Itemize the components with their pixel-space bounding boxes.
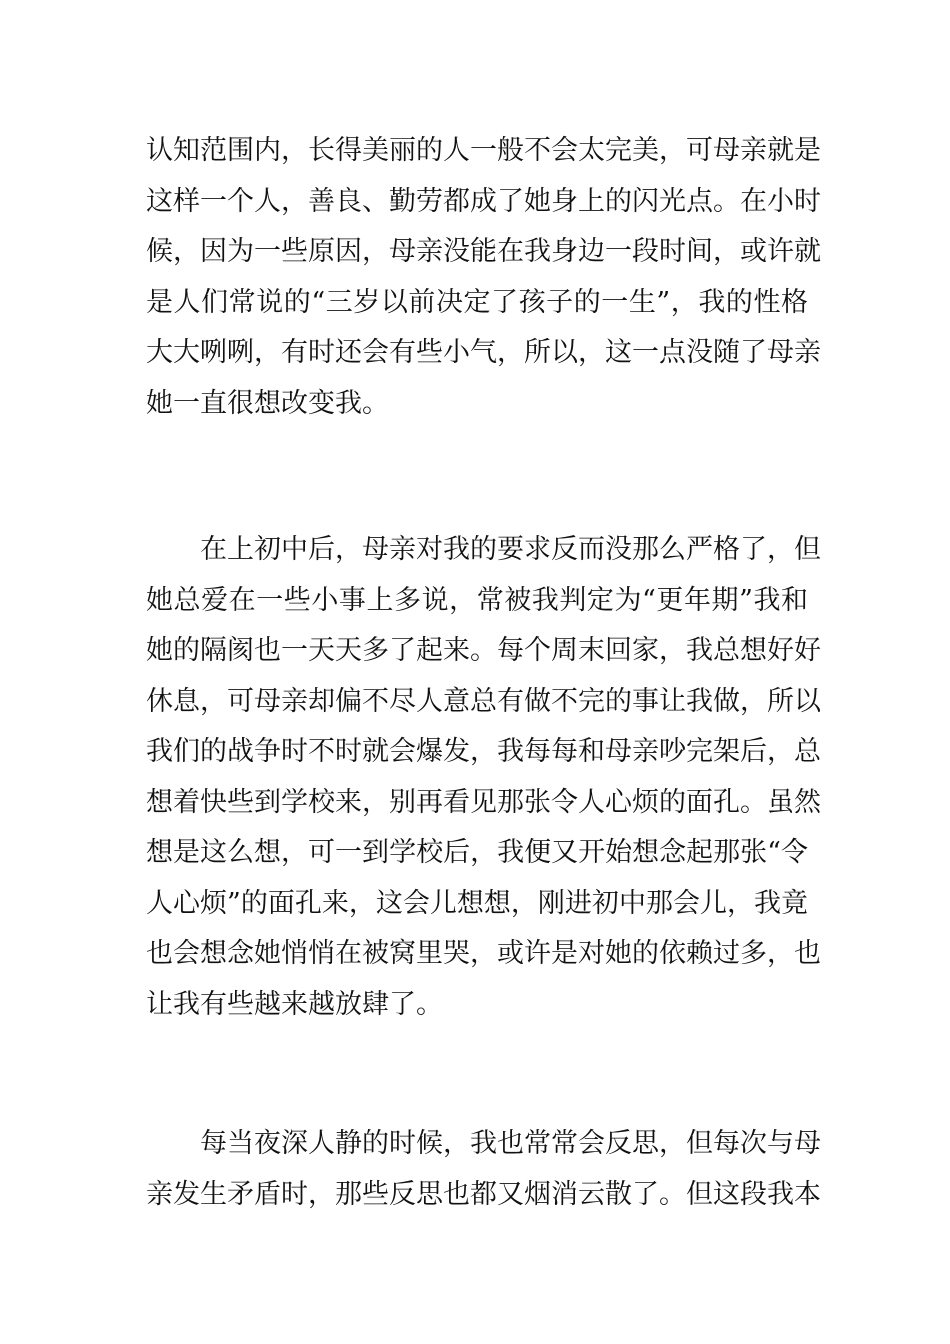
text-line: 休息，可母亲却偏不尽人意总有做不完的事让我做，所以 <box>146 685 821 717</box>
text-line: 想着快些到学校来，别再看见那张令人心烦的面孔。虽然 <box>146 786 821 818</box>
text-line: 她的隔阂也一天天多了起来。每个周末回家，我总想好好 <box>146 635 821 666</box>
paragraph-1 <box>146 126 821 429</box>
text-line: 亲发生矛盾时，那些反思也都又烟消云散了。但这段我本 <box>146 1178 821 1210</box>
text-line: 她总爱在一些小事上多说，常被我判定为“更年期”我和 <box>146 584 808 616</box>
text-line: 在上初中后，母亲对我的要求反而没那么严格了，但 <box>200 534 821 565</box>
text-line: 人心烦”的面孔来，这会儿想想，刚进初中那会儿，我竟 <box>146 887 808 919</box>
text-line: 每当夜深人静的时候，我也常常会反思，但每次与母 <box>200 1128 821 1159</box>
text-line: 她一直很想改变我。 <box>146 387 389 419</box>
paragraph-3 <box>146 1119 821 1220</box>
text-line: 让我有些越来越放肆了。 <box>146 988 443 1020</box>
text-line: 是人们常说的“三岁以前决定了孩子的一生”，我的性格 <box>146 286 808 318</box>
text-line: 候，因为一些原因，母亲没能在我身边一段时间，或许就 <box>146 236 821 267</box>
text-line: 大大咧咧，有时还会有些小气，所以，这一点没随了母亲 <box>146 337 821 368</box>
paragraph-2 <box>146 525 821 1030</box>
text-line: 这样一个人，善良、勤劳都成了她身上的闪光点。在小时 <box>146 185 821 217</box>
text-line: 也会想念她悄悄在被窝里哭，或许是对她的依赖过多，也 <box>146 938 821 969</box>
text-line: 我们的战争时不时就会爆发，我每每和母亲吵完架后，总 <box>146 736 821 767</box>
text-line: 认知范围内，长得美丽的人一般不会太完美，可母亲就是 <box>146 135 821 166</box>
text-line: 想是这么想，可一到学校后，我便又开始想念起那张“令 <box>146 837 808 868</box>
